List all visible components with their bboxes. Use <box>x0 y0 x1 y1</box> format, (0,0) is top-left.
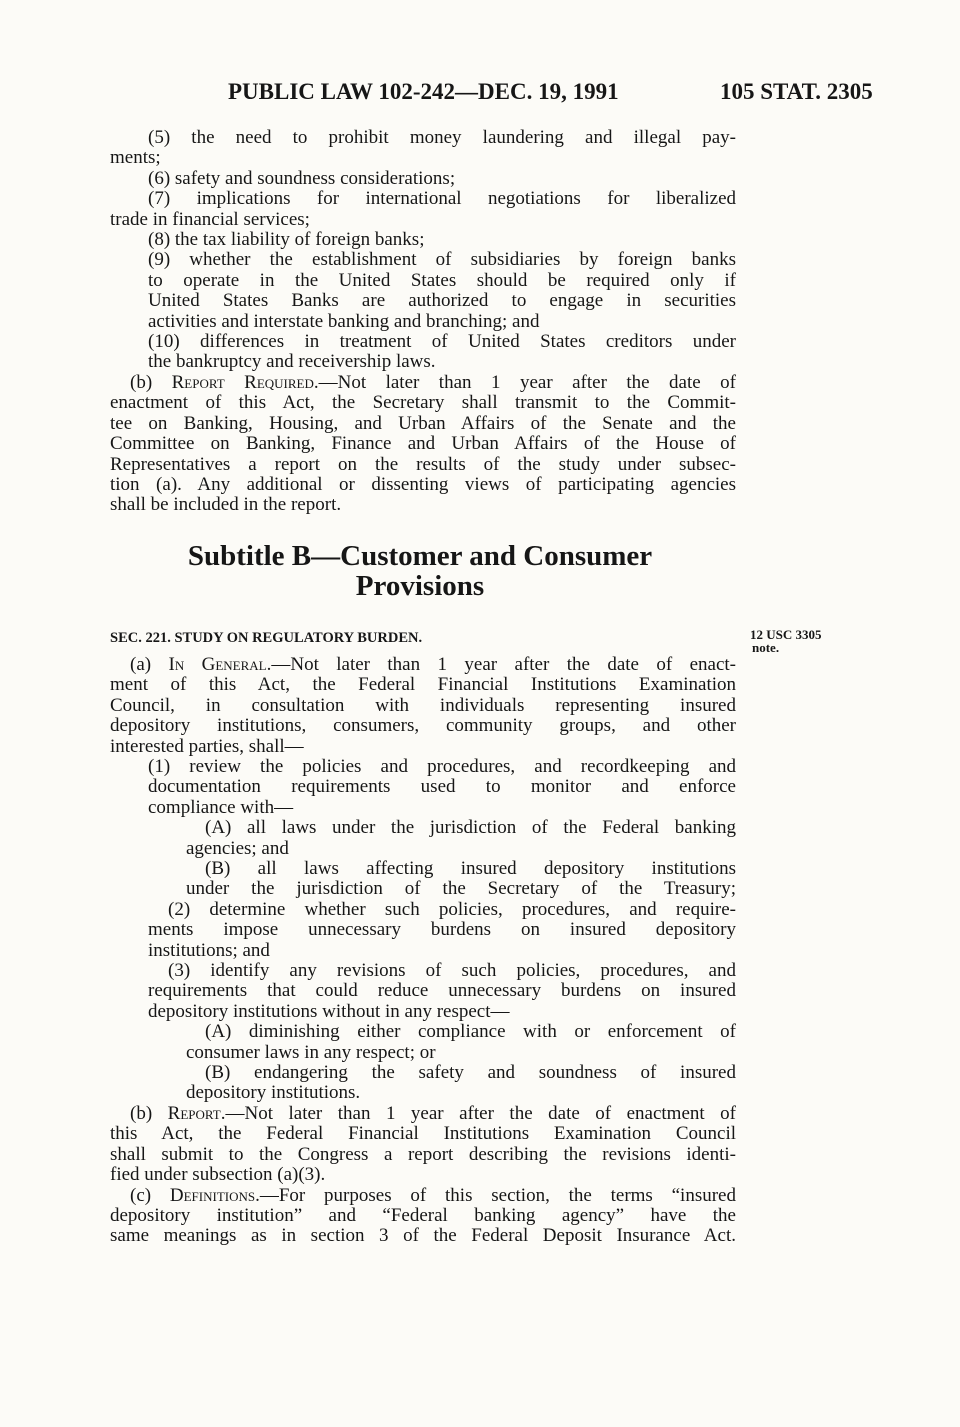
text-line: (B) all laws affecting insured depository institutions <box>205 858 736 879</box>
page-stat-number: 105 STAT. 2305 <box>720 79 873 104</box>
text-line: consumer laws in any respect; or <box>186 1042 436 1063</box>
margin-citation-line1: 12 USC 3305 <box>750 627 822 642</box>
text-line: the bankruptcy and receivership laws. <box>148 351 436 372</box>
text-line: (8) the tax liability of foreign banks; <box>148 229 425 250</box>
text-line: ments impose unnecessary burdens on insured depository <box>148 919 736 940</box>
text-line: United States Banks are authorized to engage in securities <box>148 290 736 311</box>
running-header-title: PUBLIC LAW 102-242—DEC. 19, 1991 <box>228 79 619 104</box>
text-line: Council, in consultation with individuals representing insured <box>110 695 736 716</box>
definitions-first-line: (c) Definitions.—For purposes of this section, the terms “insured <box>130 1185 736 1206</box>
text-line: (7) implications for international negotiations for liberalized <box>148 188 736 209</box>
text-line: interested parties, shall— <box>110 736 304 757</box>
text-line: tion (a). Any additional or dissenting views of participating agencies <box>110 474 736 495</box>
subtitle-heading-line2: Provisions <box>355 570 485 602</box>
text-line: (A) diminishing either compliance with or enforcement of <box>205 1021 736 1042</box>
text-line: depository institutions. <box>186 1082 361 1103</box>
report-first-line: (b) Report.—Not later than 1 year after the date of enactment of <box>130 1103 736 1124</box>
text-line: (2) determine whether such policies, procedures, and require- <box>168 899 736 920</box>
text-line: shall be included in the report. <box>110 494 342 515</box>
text-line: (1) review the policies and procedures, and recordkeeping and <box>148 756 736 777</box>
text-line: (9) whether the establishment of subsidiaries by foreign banks <box>148 249 736 270</box>
text-line: (6) safety and soundness considerations; <box>148 168 456 189</box>
definitions-heading: Definitions. <box>169 1185 260 1206</box>
text-line: (10) differences in treatment of United States creditors under <box>148 331 736 352</box>
text-line: depository institution” and “Federal banking agency” have the <box>110 1205 736 1226</box>
text-line: documentation requirements used to monitor and enforce <box>148 776 736 797</box>
text-line: same meanings as in section 3 of the Federal Deposit Insurance Act. <box>110 1225 736 1246</box>
text-line: under the jurisdiction of the Secretary of the Treasury; <box>186 878 736 899</box>
report-required-heading: Report Required. <box>171 372 319 393</box>
text-line: requirements that could reduce unnecessary burdens on insured <box>148 980 736 1001</box>
text-line: ments; <box>110 147 161 168</box>
text-line: (B) endangering the safety and soundness of insured <box>205 1062 736 1083</box>
section-heading: SEC. 221. STUDY ON REGULATORY BURDEN. <box>110 630 423 646</box>
text-line: to operate in the United States should be required only if <box>148 270 736 291</box>
text-line: (3) identify any revisions of such policies, procedures, and <box>168 960 736 981</box>
text-line: depository institutions, consumers, community groups, and other <box>110 715 736 736</box>
report-heading: Report. <box>167 1103 226 1124</box>
margin-citation <box>750 628 822 654</box>
text-line: this Act, the Federal Financial Institutions Examination Council <box>110 1123 736 1144</box>
margin-citation-line2: note. <box>752 640 780 655</box>
text-line: Committee on Banking, Finance and Urban Affairs of the House of <box>110 433 736 454</box>
text-line: trade in financial services; <box>110 209 310 230</box>
text-line: enactment of this Act, the Secretary shall transmit to the Commit- <box>110 392 736 413</box>
text-line: Representatives a report on the results of the study under subsec- <box>110 454 736 475</box>
text-line: ment of this Act, the Federal Financial Institutions Examination <box>110 674 736 695</box>
text-line: (5) the need to prohibit money laundering and illegal pay- <box>148 127 736 148</box>
text-line: activities and interstate banking and branching; and <box>148 311 540 332</box>
text-line: (A) all laws under the jurisdiction of the Federal banking <box>205 817 736 838</box>
report-required-first-line: (b) Report Required.—Not later than 1 year after the date of <box>130 372 736 393</box>
subtitle-heading-line1: Subtitle B—Customer and Consumer <box>187 540 653 572</box>
text-line: fied under subsection (a)(3). <box>110 1164 326 1185</box>
in-general-heading: In General. <box>168 654 272 675</box>
text-line: compliance with— <box>148 797 294 818</box>
text-line: institutions; and <box>148 940 270 961</box>
in-general-first-line: (a) In General.—Not later than 1 year after the date of enact- <box>130 654 736 675</box>
text-line: tee on Banking, Housing, and Urban Affairs of the Senate and the <box>110 413 736 434</box>
text-line: depository institutions without in any respect— <box>148 1001 510 1022</box>
text-line: agencies; and <box>186 838 289 859</box>
text-line: shall submit to the Congress a report describing the revisions identi- <box>110 1144 736 1165</box>
